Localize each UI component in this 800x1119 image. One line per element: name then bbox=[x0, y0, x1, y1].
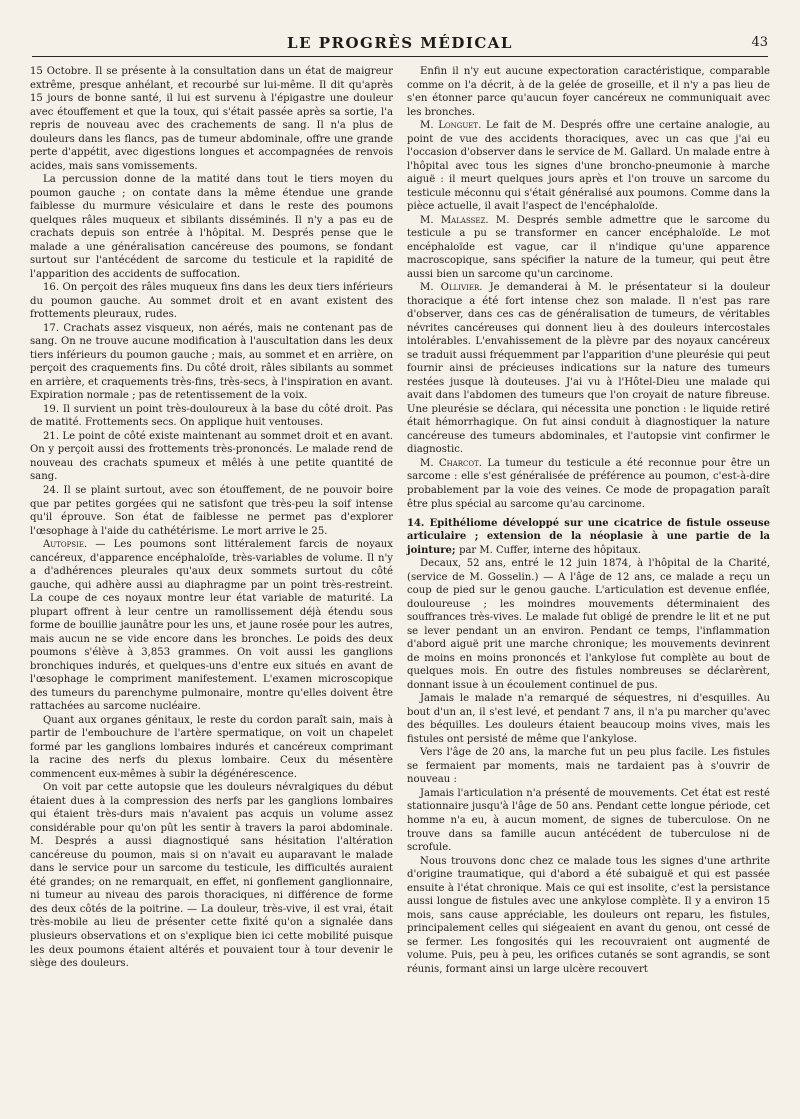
autopsie-label: Autopsie. — bbox=[43, 539, 106, 551]
section-heading bbox=[407, 517, 770, 557]
page-number: 43 bbox=[751, 35, 768, 50]
discussion-text: La tumeur du testicule a été reconnue pour être un sarcome : elle s'est généralisée de préférence au poumon, c'est-à-dire probablement par la voie des veines. Ce mode de propagation paraît être plus spécial au sarcome qu'au carcinome. bbox=[407, 457, 770, 510]
paragraph: 15 Octobre. Il se présente à la consultation dans un état de maigreur extrême, presque anhélant, et recourbé sur lui-même. Il dit qu'après 15 jours de bonne santé, il lui est survenu à l'épigastre une douleur avec étouffement et que la toux, qui s'était passée après sa sortie, l'a repris de nouveau avec des crachements de sang. Il n'a plus de douleurs dans les flancs, pas de tumeur abdominale, offre une grande perte d'appétit, avec digestions longues et accompagnées de renvois acides, mais sans vomissements. bbox=[30, 66, 393, 172]
discussion-text: Le fait de M. Després offre une certaine analogie, au point de vue des accidents thoraciques, avec un cas que j'ai eu l'occasion d'observer dans le service de M. Gallard. Un malade entre à l'hôpital avec tous les signes d'une broncho-pneumonie à marche aiguë : il meurt quelques jours après et l'on trouve un sarcome du testicule méconnu qui s'était généralisé aux poumons. Comme dans la pièce actuelle, il avait l'aspect de l'encéphaloïde. bbox=[407, 120, 770, 213]
paragraph: 19. Il survient un point très-douloureux à la base du côté droit. Pas de matité. Frottements secs. On applique huit ventouses. bbox=[30, 403, 393, 429]
text-columns bbox=[30, 65, 770, 976]
paragraph: 16. On perçoit des râles muqueux fins dans les deux tiers inférieurs du poumon gauche. Au sommet droit et en avant existent des frottements pleuraux, rudes. bbox=[30, 282, 393, 321]
speaker-name: M. Ollivier. bbox=[420, 282, 483, 294]
autopsie-text: Les poumons sont littéralement farcis de noyaux cancéreux, d'apparence encéphaloïde, très-variables de volume. Il n'y a d'adhérences pleurales qu'aux deux sommets surtout du côté gauche, qui adhère aussi au diaphragme par un point très-restreint. La coupe de ces noyaux montre leur état variable de maturité. La plupart offrent à leur centre un ramollissement déjà étendu sous forme de bouillie jaunâtre pour les uns, et jaune rosée pour les autres, mais aucun ne se vide encore dans les bronches. Le poids des deux poumons s'élève à 3,853 grammes. On voit aussi les ganglions bronchiques indurés, et quelques-uns d'entre eux situés en avant de l'œsophage le compriment manifestement. L'examen microscopique des tumeurs du parenchyme pulmonaire, montre qu'elles doivent être rattachées au sarcome nucléaire. bbox=[30, 539, 394, 713]
left-column bbox=[30, 65, 393, 976]
speaker-name: M. Charcot. bbox=[420, 457, 482, 469]
paragraph: La percussion donne de la matité dans tout le tiers moyen du poumon gauche ; on contate dans la même étendue une grande faiblesse du murmure vésiculaire et dans le reste des poumons quelques râles muqueux et sibilants disséminés. Il n'y a pas eu de crachats depuis son entrée à l'hôpital. M. Després pense que le malade a une généralisation cancéreuse des poumons, se fondant surtout sur l'antécédent de sarcome du testicule et la rapidité de l'apparition des accidents de suffocation. bbox=[30, 174, 393, 280]
journal-title: LE PROGRÈS MÉDICAL bbox=[287, 34, 513, 52]
section-title: 14. Epithéliome développé sur une cicatrice de fistule osseuse articulaire ; extension de la néoplasie à une partie de la jointure; bbox=[407, 518, 770, 556]
discussion-paragraph bbox=[407, 214, 770, 282]
discussion-paragraph bbox=[407, 119, 770, 214]
autopsie-paragraph bbox=[30, 538, 393, 714]
section-author: par M. Cuffer, interne des hôpitaux. bbox=[459, 544, 641, 556]
paragraph: 21. Le point de côté existe maintenant au sommet droit et en avant. On y perçoit aussi des frottements très-prononcés. Le malade rend de nouveau des crachats spumeux et mêlés à une petite quantité de sang. bbox=[30, 430, 393, 483]
paragraph: 17. Crachats assez visqueux, non aérés, mais ne contenant pas de sang. On ne trouve aucune modification à l'auscultation dans les deux tiers inférieurs du poumon gauche ; mais, au sommet et en arrière, on perçoit des craquements fins. Du côté droit, râles sibilants au sommet en arrière, et craquements très-fins, très-secs, à l'inspiration en avant. Expiration normale ; pas de retentissement de la voix. bbox=[30, 322, 393, 402]
discussion-paragraph bbox=[407, 457, 770, 511]
paragraph: Jamais le malade n'a remarqué de séquestres, ni d'esquilles. Au bout d'un an, il s'est levé, et pendant 7 ans, il n'a pu marcher qu'avec des béquilles. Les douleurs étaient beaucoup moins vives, mais les fistules ont persisté de même que l'ankylose. bbox=[407, 693, 770, 745]
speaker-name: M. Longuet. bbox=[420, 120, 482, 132]
discussion-paragraph bbox=[407, 281, 770, 457]
running-header bbox=[32, 30, 768, 57]
right-column bbox=[407, 65, 770, 976]
discussion-text: Je demanderai à M. le présentateur si la douleur thoracique a été fort intense chez son malade. Il n'est pas rare d'observer, dans ces cas de généralisation de tumeurs, de véritables névrites cancéreuses qui donnent lieu à des douleurs intercostales intolérables. L'envahissement de la plèvre par des noyaux cancéreux se traduit aussi fréquemment par l'apparition d'une pleurésie qui peut fournir ainsi de précieuses indications sur la nature des tumeurs restées jusque là douteuses. J'ai vu à l'Hôtel-Dieu une malade qui avait dans l'abdomen des tumeurs que l'on croyait de nature fibreuse. Une pleurésie se déclara, qui nécessita une ponction : le liquide retiré était hémorrhagique. On fut ainsi conduit à diagnostiquer la nature cancéreuse des tumeurs abdominales, et l'autopsie vint confirmer le diagnostic. bbox=[407, 282, 771, 456]
paragraph: 24. Il se plaint surtout, avec son étouffement, de ne pouvoir boire que par petites gorgées qui ne satisfont que très-peu la soif intense qu'il éprouve. Son état de faiblesse ne permet pas d'explorer l'œsophage à l'aide du cathétérisme. Le mort arrive le 25. bbox=[30, 484, 393, 537]
paragraph: Enfin il n'y eut aucune expectoration caractéristique, comparable comme on l'a décrit, à de la gelée de groseille, et il n'y a pas lieu de s'en étonner parce qu'aucun foyer cancéreux ne communiquait avec les bronches. bbox=[407, 66, 770, 118]
speaker-name: M. Malassez. bbox=[420, 214, 489, 226]
paragraph: Jamais l'articulation n'a présenté de mouvements. Cet état est resté stationnaire jusqu'à l'âge de 50 ans. Pendant cette longue période, cet homme n'a eu, à aucun moment, de signes de tuberculose. On ne trouve dans sa famille aucun antécédent de tuberculose ni de scrofule. bbox=[407, 787, 770, 854]
discussion-text: M. Després semble admettre que le sarcome du testicule a pu se transformer en cancer encéphaloïde. Le mot encéphaloïde est vague, car il n'indique qu'une apparence macroscopique, sans spécifier la nature de la tumeur, qui peut être aussi bien un sarcome qu'un carcinome. bbox=[407, 214, 770, 280]
paragraph: On voit par cette autopsie que les douleurs névralgiques du début étaient dues à la compression des nerfs par les ganglions lombaires qui étaient très-durs mais n'avaient pas acquis un volume assez considérable pour qu'on pût les sentir à travers la paroi abdominale. M. Després a aussi diagnostiqué sans hésitation l'altération cancéreuse du poumon, mais si on n'avait eu auparavant le malade dans le service pour un sarcome du testicule, les difficultés auraient été grandes; on ne remarquait, en effet, ni gonflement ganglionnaire, ni tumeur au niveau des parois thoraciques, ni différence de forme des deux côtés de la poitrine. — La douleur, très-vive, il est vrai, était très-mobile au lieu de présenter cette fixité qu'on a signalée dans plusieurs observations et on s'explique bien ici cette mobilité puisque les deux poumons étaient altérés et pouvaient tour à tour devenir le siège des douleurs. bbox=[30, 782, 393, 970]
paragraph: Quant aux organes génitaux, le reste du cordon paraît sain, mais à partir de l'embouchure de l'artère spermatique, on voit un chapelet formé par les ganglions lombaires indurés et cancéreux comprimant la racine des nerfs du plexus lombaire. Ceux du mésentère commencent eux-mêmes à subir la dégénérescence. bbox=[30, 714, 393, 780]
paragraph: Nous trouvons donc chez ce malade tous les signes d'une arthrite d'origine traumatique, qui d'abord a été subaiguë et qui est passée ensuite à l'état chronique. Mais ce qui est insolite, c'est la persistance aussi longue de fistules avec une ankylose complète. Il y a environ 15 mois, sans cause appréciable, les douleurs ont reparu, les fistules, principalement celles qui siégeaient en avant du genou, ont cessé de se fermer. Les fongosités qui les recouvraient ont augmenté de volume. Puis, peu à peu, les orifices cutanés se sont agrandis, se sont réunis, formant ainsi un large ulcère recouvert bbox=[407, 855, 770, 975]
paragraph: Decaux, 52 ans, entré le 12 juin 1874, à l'hôpital de la Charité, (service de M. Gosselin.) — A l'âge de 12 ans, ce malade a reçu un coup de pied sur le genou gauche. L'articulation est devenue enflée, douloureuse ; les moindres mouvements déterminaient des souffrances très-vives. Le malade fut obligé de prendre le lit et ne put se lever pendant un an environ. Pendant ce temps, l'inflammation d'abord aiguë prit une marche chronique; les mouvements devinrent de moins en moins prononcés et l'ankylose fut complète au bout de quelques mois. En outre des fistules nombreuses se déclarèrent, donnant issue à un écoulement continuel de pus. bbox=[407, 558, 770, 691]
paragraph: Vers l'âge de 20 ans, la marche fut un peu plus facile. Les fistules se fermaient par moments, mais ne tardaient pas à s'ouvrir de nouveau : bbox=[407, 747, 770, 786]
